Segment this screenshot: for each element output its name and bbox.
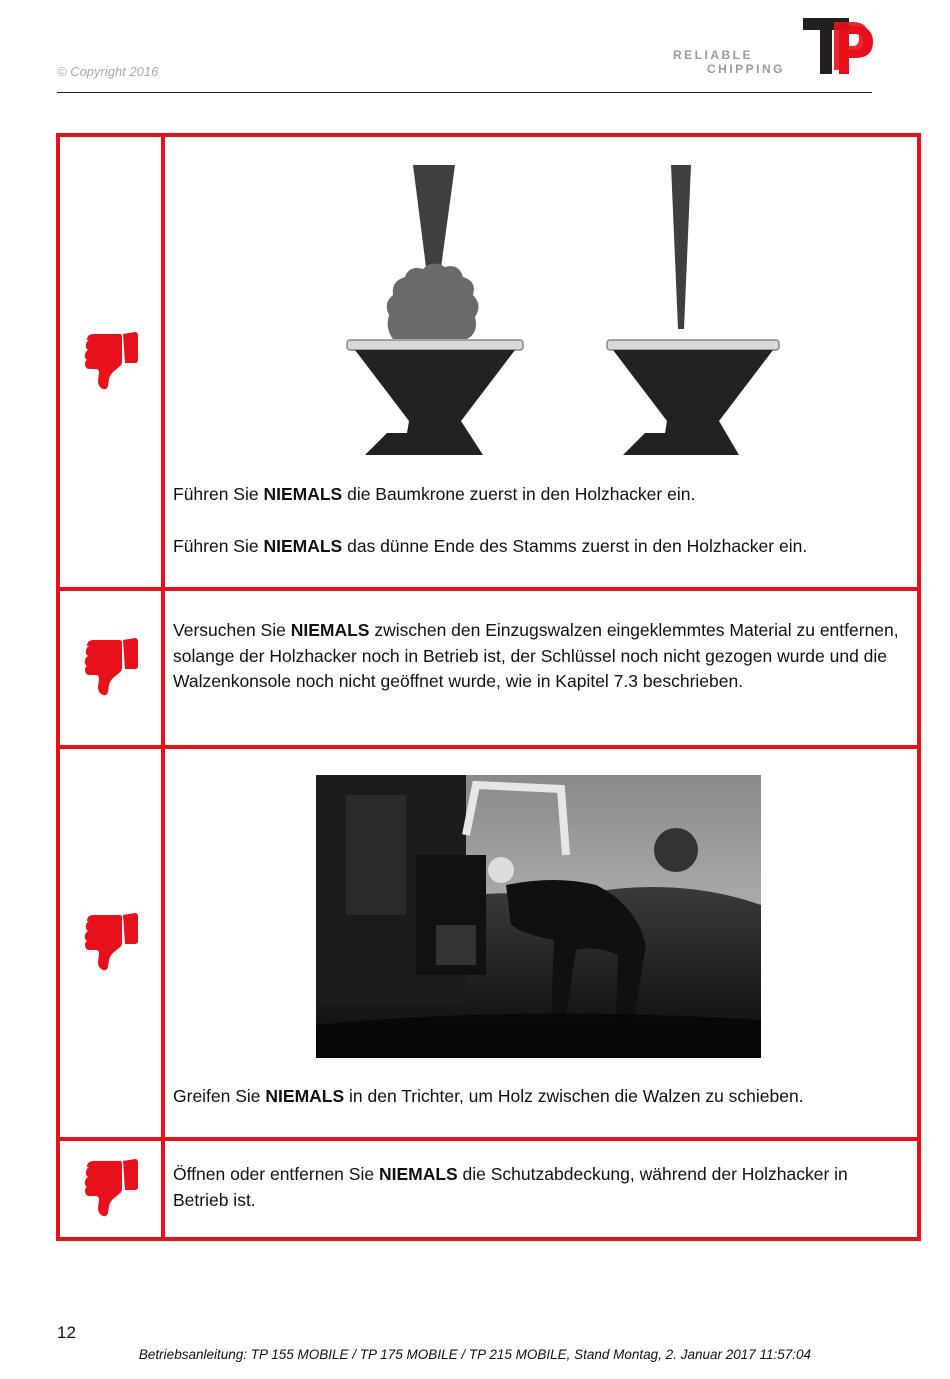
warning-text: Greifen Sie NIEMALS in den Trichter, um Holz zwischen die Walzen zu schieben. <box>173 1086 804 1106</box>
thumbs-down-icon <box>83 1157 139 1217</box>
tp-logo <box>803 14 875 76</box>
warning-row <box>58 1139 919 1239</box>
warning-text: Führen Sie NIEMALS die Baumkrone zuerst in den Holzhacker ein. <box>173 484 696 504</box>
footer-text: Betriebsanleitung: TP 155 MOBILE / TP 175 MOBILE / TP 215 MOBILE, Stand Montag, 2. Januar 2017 11:57:04 <box>138 1347 812 1362</box>
thumbs-down-icon <box>83 330 139 390</box>
chipper-feed-diagram <box>323 157 783 462</box>
thumbs-down-icon <box>83 911 139 971</box>
warning-content <box>163 589 919 747</box>
brand-tagline-line1: RELIABLE <box>673 48 753 62</box>
warning-icon-cell <box>58 747 163 1139</box>
warning-text: Versuchen Sie NIEMALS zwischen den Einzugswalzen eingeklemmtes Material zu entfernen, solange der Holzhacker noch in Betrieb ist, der Schlüssel noch nicht gezogen wurde und die Walzenkonsole noch nicht geöffnet wurde, wie in Kapitel 7.3 beschrieben. <box>173 620 899 691</box>
trunk-thin <box>671 165 691 329</box>
warning-icon-cell <box>58 135 163 589</box>
warning-content <box>163 1139 919 1239</box>
warning-content <box>163 747 919 1139</box>
warning-text: Führen Sie NIEMALS das dünne Ende des Stamms zuerst in den Holzhacker ein. <box>173 535 808 556</box>
warning-row <box>58 747 919 1139</box>
tree-crown <box>387 263 479 339</box>
warning-icon-cell <box>58 1139 163 1239</box>
warning-content <box>163 135 919 589</box>
header-rule <box>57 92 872 93</box>
copyright-text: © Copyright 2016 <box>57 64 159 79</box>
brand-tagline <box>673 48 785 76</box>
warning-icon-cell <box>58 589 163 747</box>
warning-row <box>58 135 919 589</box>
warning-table <box>56 133 921 1241</box>
trunk-thick <box>413 165 455 275</box>
warning-text: Öffnen oder entfernen Sie NIEMALS die Schutzabdeckung, während der Holzhacker in Betrieb ist. <box>173 1164 848 1210</box>
thumbs-down-icon <box>83 636 139 696</box>
operator-at-chipper-photo <box>316 775 761 1058</box>
page-number: 12 <box>57 1323 76 1342</box>
brand-tagline-line2: CHIPPING <box>707 62 786 76</box>
warning-row <box>58 589 919 747</box>
